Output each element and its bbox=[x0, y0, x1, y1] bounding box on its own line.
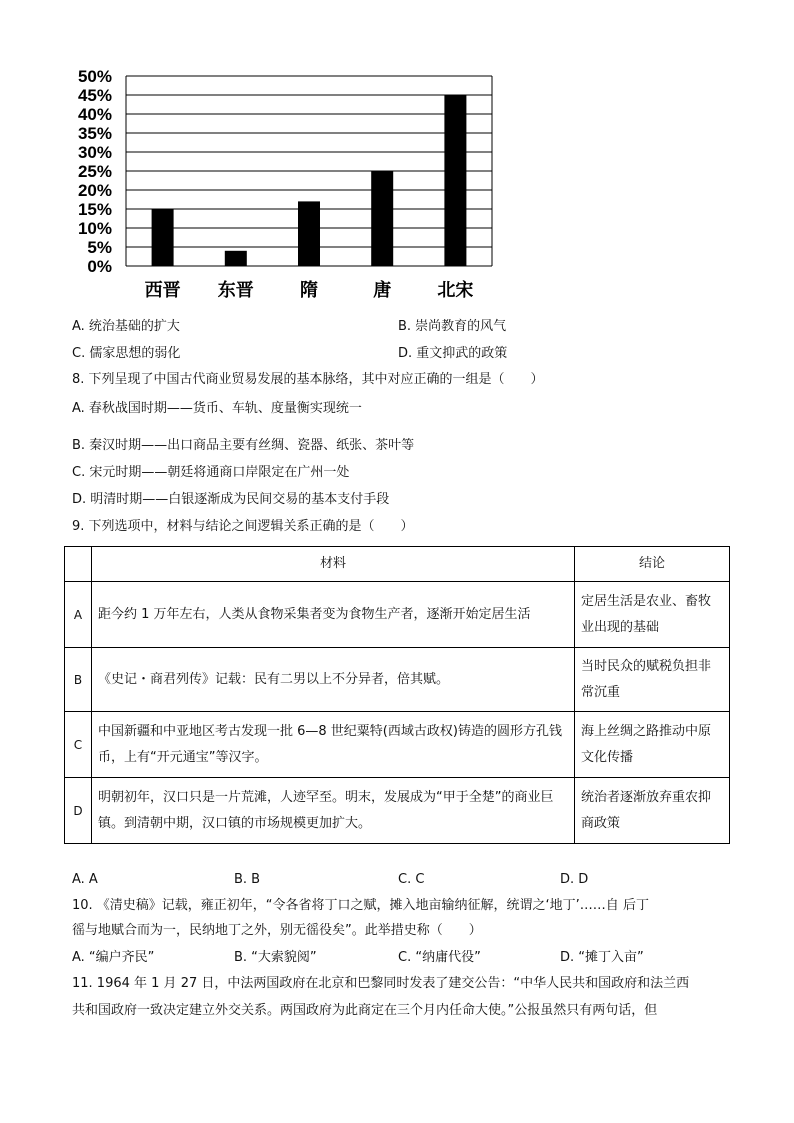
table-header-material: 材料 bbox=[92, 547, 575, 582]
row-label: D bbox=[65, 778, 92, 844]
q8-option-c[interactable]: C. 宋元时期——朝廷将通商口岸限定在广州一处 bbox=[72, 465, 350, 480]
x-category-label: 北宋 bbox=[437, 280, 474, 301]
row-label: C bbox=[65, 712, 92, 778]
table-header-row bbox=[65, 547, 730, 582]
bar-唐 bbox=[371, 171, 393, 266]
q10-stem-line1: 10. 《清史稿》记载，雍正初年，“令各省将丁口之赋，摊入地亩输纳征解，统谓之‘地丁’……自 后丁 bbox=[72, 898, 649, 913]
row-material: 中国新疆和中亚地区考古发现一批 6—8 世纪粟特(西域古政权)铸造的圆形方孔钱币，上有“开元通宝”等汉字。 bbox=[92, 712, 575, 778]
y-tick-label: 0% bbox=[87, 257, 112, 276]
chart-bars bbox=[152, 95, 467, 266]
q11-stem-line2: 共和国政府一致决定建立外交关系。两国政府为此商定在三个月内任命大使。”公报虽然只有两句话，但 bbox=[72, 1003, 658, 1018]
q8-option-d[interactable]: D. 明清时期——白银逐渐成为民间交易的基本支付手段 bbox=[72, 492, 390, 507]
table-header-conclusion: 结论 bbox=[575, 547, 730, 582]
x-category-label: 西晋 bbox=[144, 280, 181, 301]
q8-stem: 8. 下列呈现了中国古代商业贸易发展的基本脉络，其中对应正确的一组是（ ） bbox=[72, 372, 544, 387]
q10-option-d[interactable]: D. “摊丁入亩” bbox=[560, 950, 644, 965]
x-category-label: 唐 bbox=[373, 280, 392, 301]
table-row bbox=[65, 712, 730, 778]
q9-stem: 9. 下列选项中，材料与结论之间逻辑关系正确的是（ ） bbox=[72, 519, 414, 534]
q8-option-b[interactable]: B. 秦汉时期——出口商品主要有丝绸、瓷器、纸张、茶叶等 bbox=[72, 438, 415, 453]
q10-option-b[interactable]: B. “大索貌阅” bbox=[234, 950, 317, 965]
q10-stem-line2: 徭与地赋合而为一，民纳地丁之外，别无徭役矣”。此举措史称（ ） bbox=[72, 923, 482, 938]
bar-北宋 bbox=[444, 95, 466, 266]
table-row bbox=[65, 582, 730, 648]
y-tick-label: 20% bbox=[77, 181, 112, 200]
q8-option-a[interactable]: A. 春秋战国时期——货币、车轨、度量衡实现统一 bbox=[72, 401, 362, 416]
y-tick-label: 10% bbox=[77, 219, 112, 238]
q11-stem-line1: 11. 1964 年 1 月 27 日，中法两国政府在北京和巴黎同时发表了建交公告：“中华人民共和国政府和法兰西 bbox=[72, 976, 690, 991]
y-tick-label: 40% bbox=[77, 105, 112, 124]
q9-option-c[interactable]: C. C bbox=[398, 872, 425, 887]
q10-option-c[interactable]: C. “纳庸代役” bbox=[398, 950, 481, 965]
q7-option-d[interactable]: D. 重文抑武的政策 bbox=[398, 346, 508, 361]
q9-option-d[interactable]: D. D bbox=[560, 872, 589, 887]
y-tick-label: 5% bbox=[87, 238, 112, 257]
bar-西晋 bbox=[152, 209, 174, 266]
row-conclusion: 海上丝绸之路推动中原文化传播 bbox=[575, 712, 730, 778]
q9-option-a[interactable]: A. A bbox=[72, 872, 98, 887]
bar-隋 bbox=[298, 201, 320, 266]
row-conclusion: 定居生活是农业、畜牧业出现的基础 bbox=[575, 582, 730, 648]
y-tick-label: 25% bbox=[77, 162, 112, 181]
bar-东晋 bbox=[225, 251, 247, 266]
q10-option-a[interactable]: A. “编户齐民” bbox=[72, 950, 155, 965]
row-material: 距今约 1 万年左右，人类从食物采集者变为食物生产者，逐渐开始定居生活 bbox=[92, 582, 575, 648]
row-material: 《史记・商君列传》记载：民有二男以上不分异者，倍其赋。 bbox=[92, 648, 575, 712]
y-tick-label: 35% bbox=[77, 124, 112, 143]
q9-option-b[interactable]: B. B bbox=[234, 872, 261, 887]
table-row bbox=[65, 648, 730, 712]
x-category-label: 隋 bbox=[300, 280, 318, 301]
q7-option-b[interactable]: B. 崇尚教育的风气 bbox=[398, 319, 507, 334]
q7-option-a[interactable]: A. 统治基础的扩大 bbox=[72, 319, 180, 334]
chart-category-labels bbox=[145, 279, 474, 301]
y-tick-label: 45% bbox=[77, 86, 112, 105]
row-label: A bbox=[65, 582, 92, 648]
row-label: B bbox=[65, 648, 92, 712]
q7-option-c[interactable]: C. 儒家思想的弱化 bbox=[72, 346, 181, 361]
table-header-blank bbox=[65, 547, 92, 582]
chart-y-tick-labels bbox=[78, 67, 112, 276]
y-tick-label: 50% bbox=[77, 67, 112, 86]
q9-table bbox=[64, 546, 730, 844]
y-tick-label: 15% bbox=[77, 200, 112, 219]
row-conclusion: 统治者逐渐放弃重农抑商政策 bbox=[575, 778, 730, 844]
row-material: 明朝初年，汉口只是一片荒滩，人迹罕至。明末，发展成为“甲于全楚”的商业巨镇。到清朝中期，汉口镇的市场规模更加扩大。 bbox=[92, 778, 575, 844]
x-category-label: 东晋 bbox=[217, 280, 254, 301]
row-conclusion: 当时民众的赋税负担非常沉重 bbox=[575, 648, 730, 712]
table-row bbox=[65, 778, 730, 844]
y-tick-label: 30% bbox=[77, 143, 112, 162]
bar-chart bbox=[0, 0, 794, 310]
